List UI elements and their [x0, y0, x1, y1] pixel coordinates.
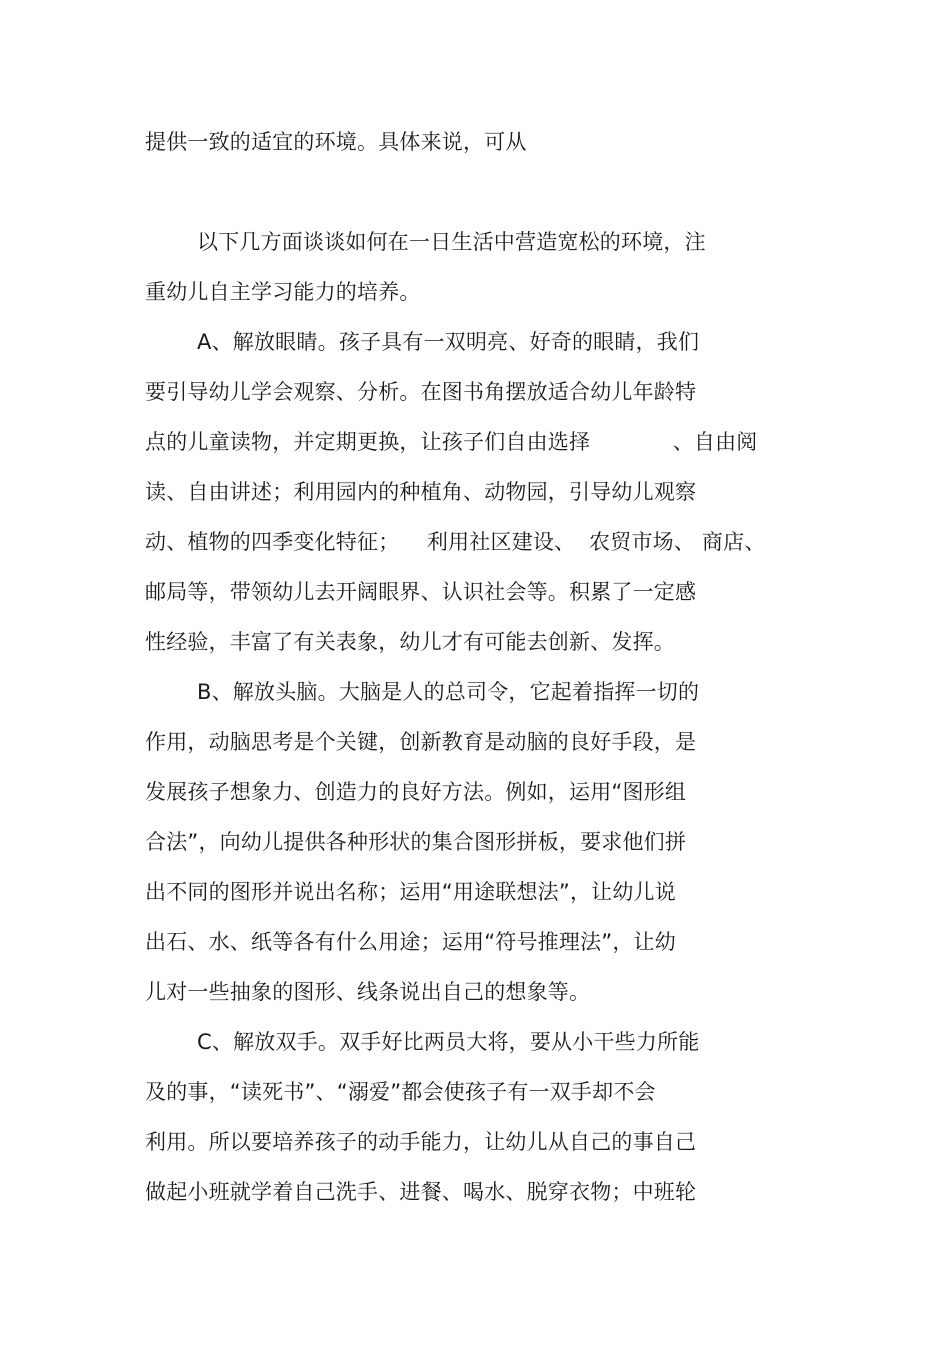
text-line: 利用。所以要培养孩子的动手能力，让幼儿从自己的事自己 [145, 1130, 697, 1154]
text-line: 重幼儿自主学习能力的培养。 [145, 280, 421, 304]
text-line: C、解放双手。双手好比两员大将，要从小干些力所能 [197, 1030, 700, 1054]
text-line: 作用，动脑思考是个关键，创新教育是动脑的良好手段，是 [145, 730, 697, 754]
text-line: 读、自由讲述；利用园内的种植角、动物园，引导幼儿观察 [145, 480, 697, 504]
text-line: 合法”，向幼儿提供各种形状的集合图形拼板，要求他们拼 [145, 830, 687, 854]
text-line: 邮局等，带领幼儿去开阔眼界、认识社会等。积累了一定感 [145, 580, 697, 604]
text-line: 动、植物的四季变化特征； 利用社区建设、 农贸市场、 商店、 [145, 530, 766, 554]
text-line: 性经验，丰富了有关表象，幼儿才有可能去创新、发挥。 [145, 630, 675, 654]
text-line: 提供一致的适宜的环境。具体来说，可从 [145, 130, 527, 154]
text-line: B、解放头脑。大脑是人的总司令，它起着指挥一切的 [197, 680, 700, 704]
text-line: A、解放眼睛。孩子具有一双明亮、好奇的眼睛，我们 [197, 330, 700, 354]
text-line: 做起小班就学着自己洗手、进餐、喝水、脱穿衣物；中班轮 [145, 1180, 697, 1204]
text-line: 出石、水、纸等各有什么用途；运用“符号推理法”，让幼 [145, 930, 676, 954]
text-line: 发展孩子想象力、创造力的良好方法。例如，运用“图形组 [145, 780, 687, 804]
text-line: 以下几方面谈谈如何在一日生活中营造宽松的环境，注 [197, 230, 706, 254]
text-line: 及的事，“读死书”、“溺爱”都会使孩子有一双手却不会 [145, 1080, 656, 1104]
text-line: 儿对一些抽象的图形、线条说出自己的想象等。 [145, 980, 591, 1004]
text-line: 要引导幼儿学会观察、分析。在图书角摆放适合幼儿年龄特 [145, 380, 697, 404]
text-line: 点的儿童读物，并定期更换，让孩子们自由选择 、自由阅 [145, 430, 758, 454]
text-line: 出不同的图形并说出名称；运用“用途联想法”，让幼儿说 [145, 880, 676, 904]
